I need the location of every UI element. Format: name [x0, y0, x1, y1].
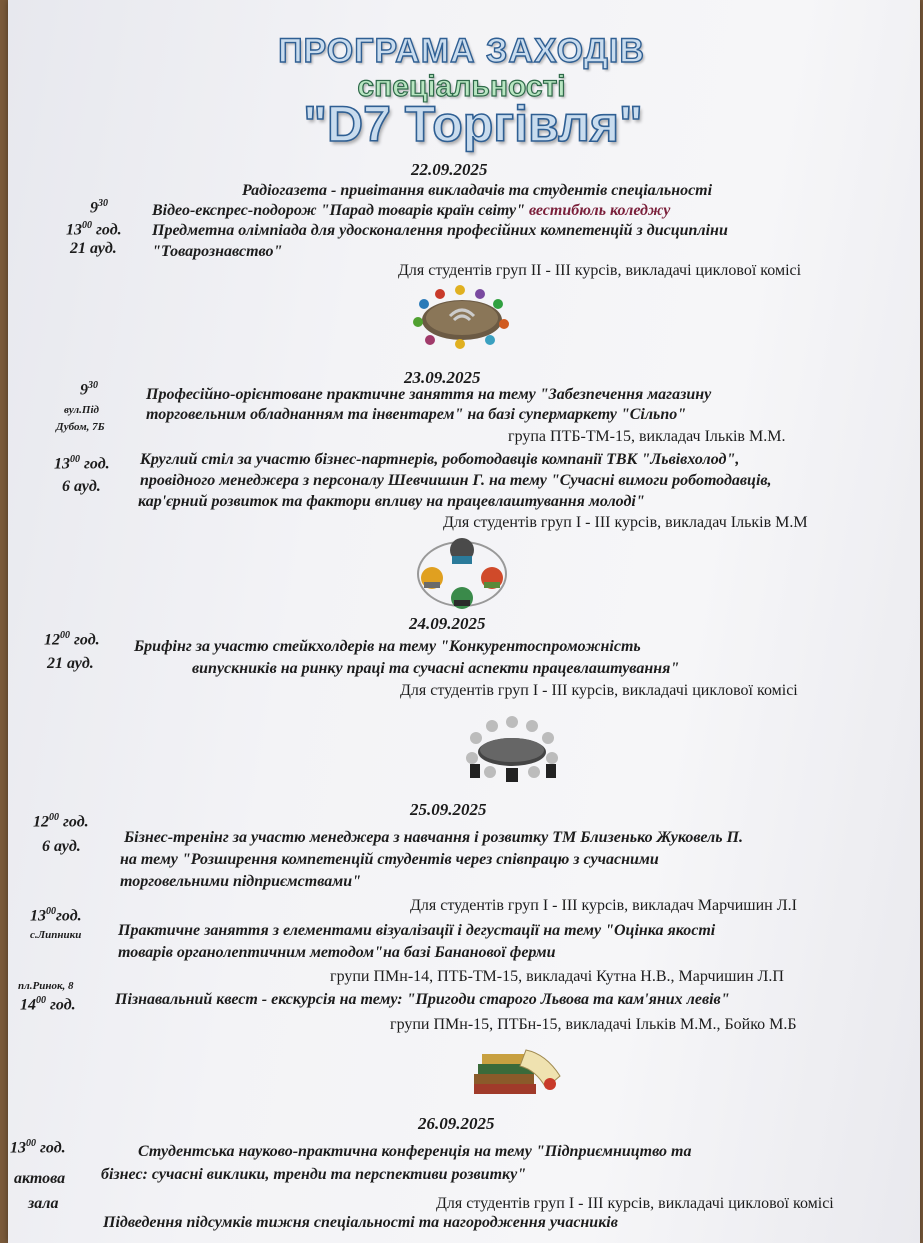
event-place: 6 ауд. — [62, 478, 101, 495]
event-place: 21 ауд. — [70, 240, 117, 257]
date-day5: 26.09.2025 — [418, 1114, 495, 1133]
event-text: Бізнес-тренінг за участю менеджера з навчання і розвитку ТМ Близенько Жуковель П. — [124, 829, 744, 846]
event-text: Пізнавальний квест - екскурсія на тему: "Пригоди старого Львова та кам'яних левів" — [115, 991, 730, 1008]
event-place: вул.Під — [64, 404, 99, 416]
event-text: Круглий стіл за участю бізнес-партнерів, роботодавців компанії ТВК "Львівхолод", — [140, 451, 740, 468]
event-text: випускників на ринку праці та сучасні аспекти працевлаштування" — [192, 660, 680, 677]
event-place: актова — [14, 1170, 66, 1187]
event-text: Предметна олімпіада для удосконалення професійних компетенцій з дисципліни — [152, 222, 728, 239]
networking-circle-icon — [412, 534, 512, 612]
event-place: зала — [28, 1195, 59, 1212]
round-table-people-icon — [404, 282, 520, 352]
event-time: $12^{00}$ год. — [33, 812, 89, 831]
event-place: Дубом, 7Б — [56, 421, 105, 433]
event-time: $13^{00}$ год. — [54, 454, 110, 473]
event-text: Радіогазета - привітання викладачів та студентів спеціальності — [242, 182, 713, 199]
date-day2: 23.09.2025 — [404, 368, 481, 387]
event-audience: групи ПМн-15, ПТБн-15, викладачі Ільків М.М., Бойко М.Б — [390, 1016, 797, 1033]
date-day4: 25.09.2025 — [410, 800, 487, 819]
poster-title: ПРОГРАМА ЗАХОДІВ — [278, 32, 645, 70]
event-text: кар'єрний розвиток та фактори впливу на працевлаштування молоді" — [138, 493, 645, 510]
event-text: Студентська науково-практична конференція на тему "Підприємництво та — [138, 1143, 692, 1160]
event-text: товарів органолептичним методом"на базі Бананової ферми — [118, 944, 556, 961]
event-text: на тему "Розширення компетенцій студентів через співпрацю з сучасними — [120, 851, 659, 868]
event-audience: Для студентів груп ІІ - ІІІ курсів, викладачі циклової комісі — [398, 262, 802, 279]
books-scroll-icon — [470, 1044, 566, 1100]
event-text: провідного менеджера з персоналу Шевчишин Г. на тему "Сучасні вимоги роботодавців, — [140, 472, 772, 489]
event-audience: Для студентів груп І - ІІІ курсів, викладач Марчишин Л.І — [410, 897, 797, 914]
event-place: пл.Ринок, 8 — [18, 980, 74, 992]
event-text: торговельними підприємствами" — [120, 873, 361, 890]
event-time: $13^{00}год$. — [30, 906, 82, 925]
event-time: $9^{30}$ — [80, 380, 98, 399]
event-text: Брифінг за участю стейкхолдерів на тему "Конкурентоспроможність — [134, 638, 641, 655]
event-audience: Для студентів груп І - ІІІ курсів, викладачі циклової комісі — [436, 1195, 834, 1212]
event-audience: група ПТБ-ТМ-15, викладач Ільків М.М. — [508, 428, 786, 445]
event-audience: Для студентів груп І - ІІІ курсів, викладач Ільків М.М — [443, 514, 808, 531]
meeting-table-icon — [460, 712, 564, 784]
event-time: $13^{00}$ год. — [66, 220, 122, 239]
event-audience: Для студентів груп І - ІІІ курсів, викладачі циклової комісі — [400, 682, 798, 699]
event-place: с.Липники — [30, 929, 82, 941]
event-time: $13^{00}$ год. — [10, 1138, 66, 1157]
event-time: $12^{00}$ год. — [44, 630, 100, 649]
event-text: бізнес: сучасні виклики, тренди та перспективи розвитку" — [101, 1166, 527, 1183]
event-time: $14^{00}$ год. — [20, 995, 76, 1014]
event-place: 21 ауд. — [47, 655, 94, 672]
event-text: Практичне заняття з елементами візуалізації і дегустації на тему "Оцінка якості — [118, 922, 716, 939]
event-text: торговельним обладнанням та інвентарем" на базі супермаркету "Сільпо" — [146, 406, 687, 423]
closing-text: Підведення підсумків тижня спеціальності та нагородження учасників — [103, 1214, 618, 1231]
poster-subtitle: спеціальності — [357, 70, 566, 103]
event-text: Відео-експрес-подорож "Парад товарів країн світу" вестибюль коледжу — [152, 202, 671, 219]
date-day1: 22.09.2025 — [411, 160, 488, 179]
event-text: "Товарознавство" — [152, 243, 283, 260]
event-text: Професійно-орієнтоване практичне заняття на тему "Забезпечення магазину — [146, 386, 712, 403]
event-place: 6 ауд. — [42, 838, 81, 855]
date-day3: 24.09.2025 — [409, 614, 486, 633]
event-audience: групи ПМн-14, ПТБ-ТМ-15, викладачі Кутна Н.В., Марчишин Л.П — [330, 968, 784, 985]
event-time: $9^{30}$ — [90, 198, 108, 217]
specialty-title: "D7 Торгівля" — [303, 96, 643, 152]
